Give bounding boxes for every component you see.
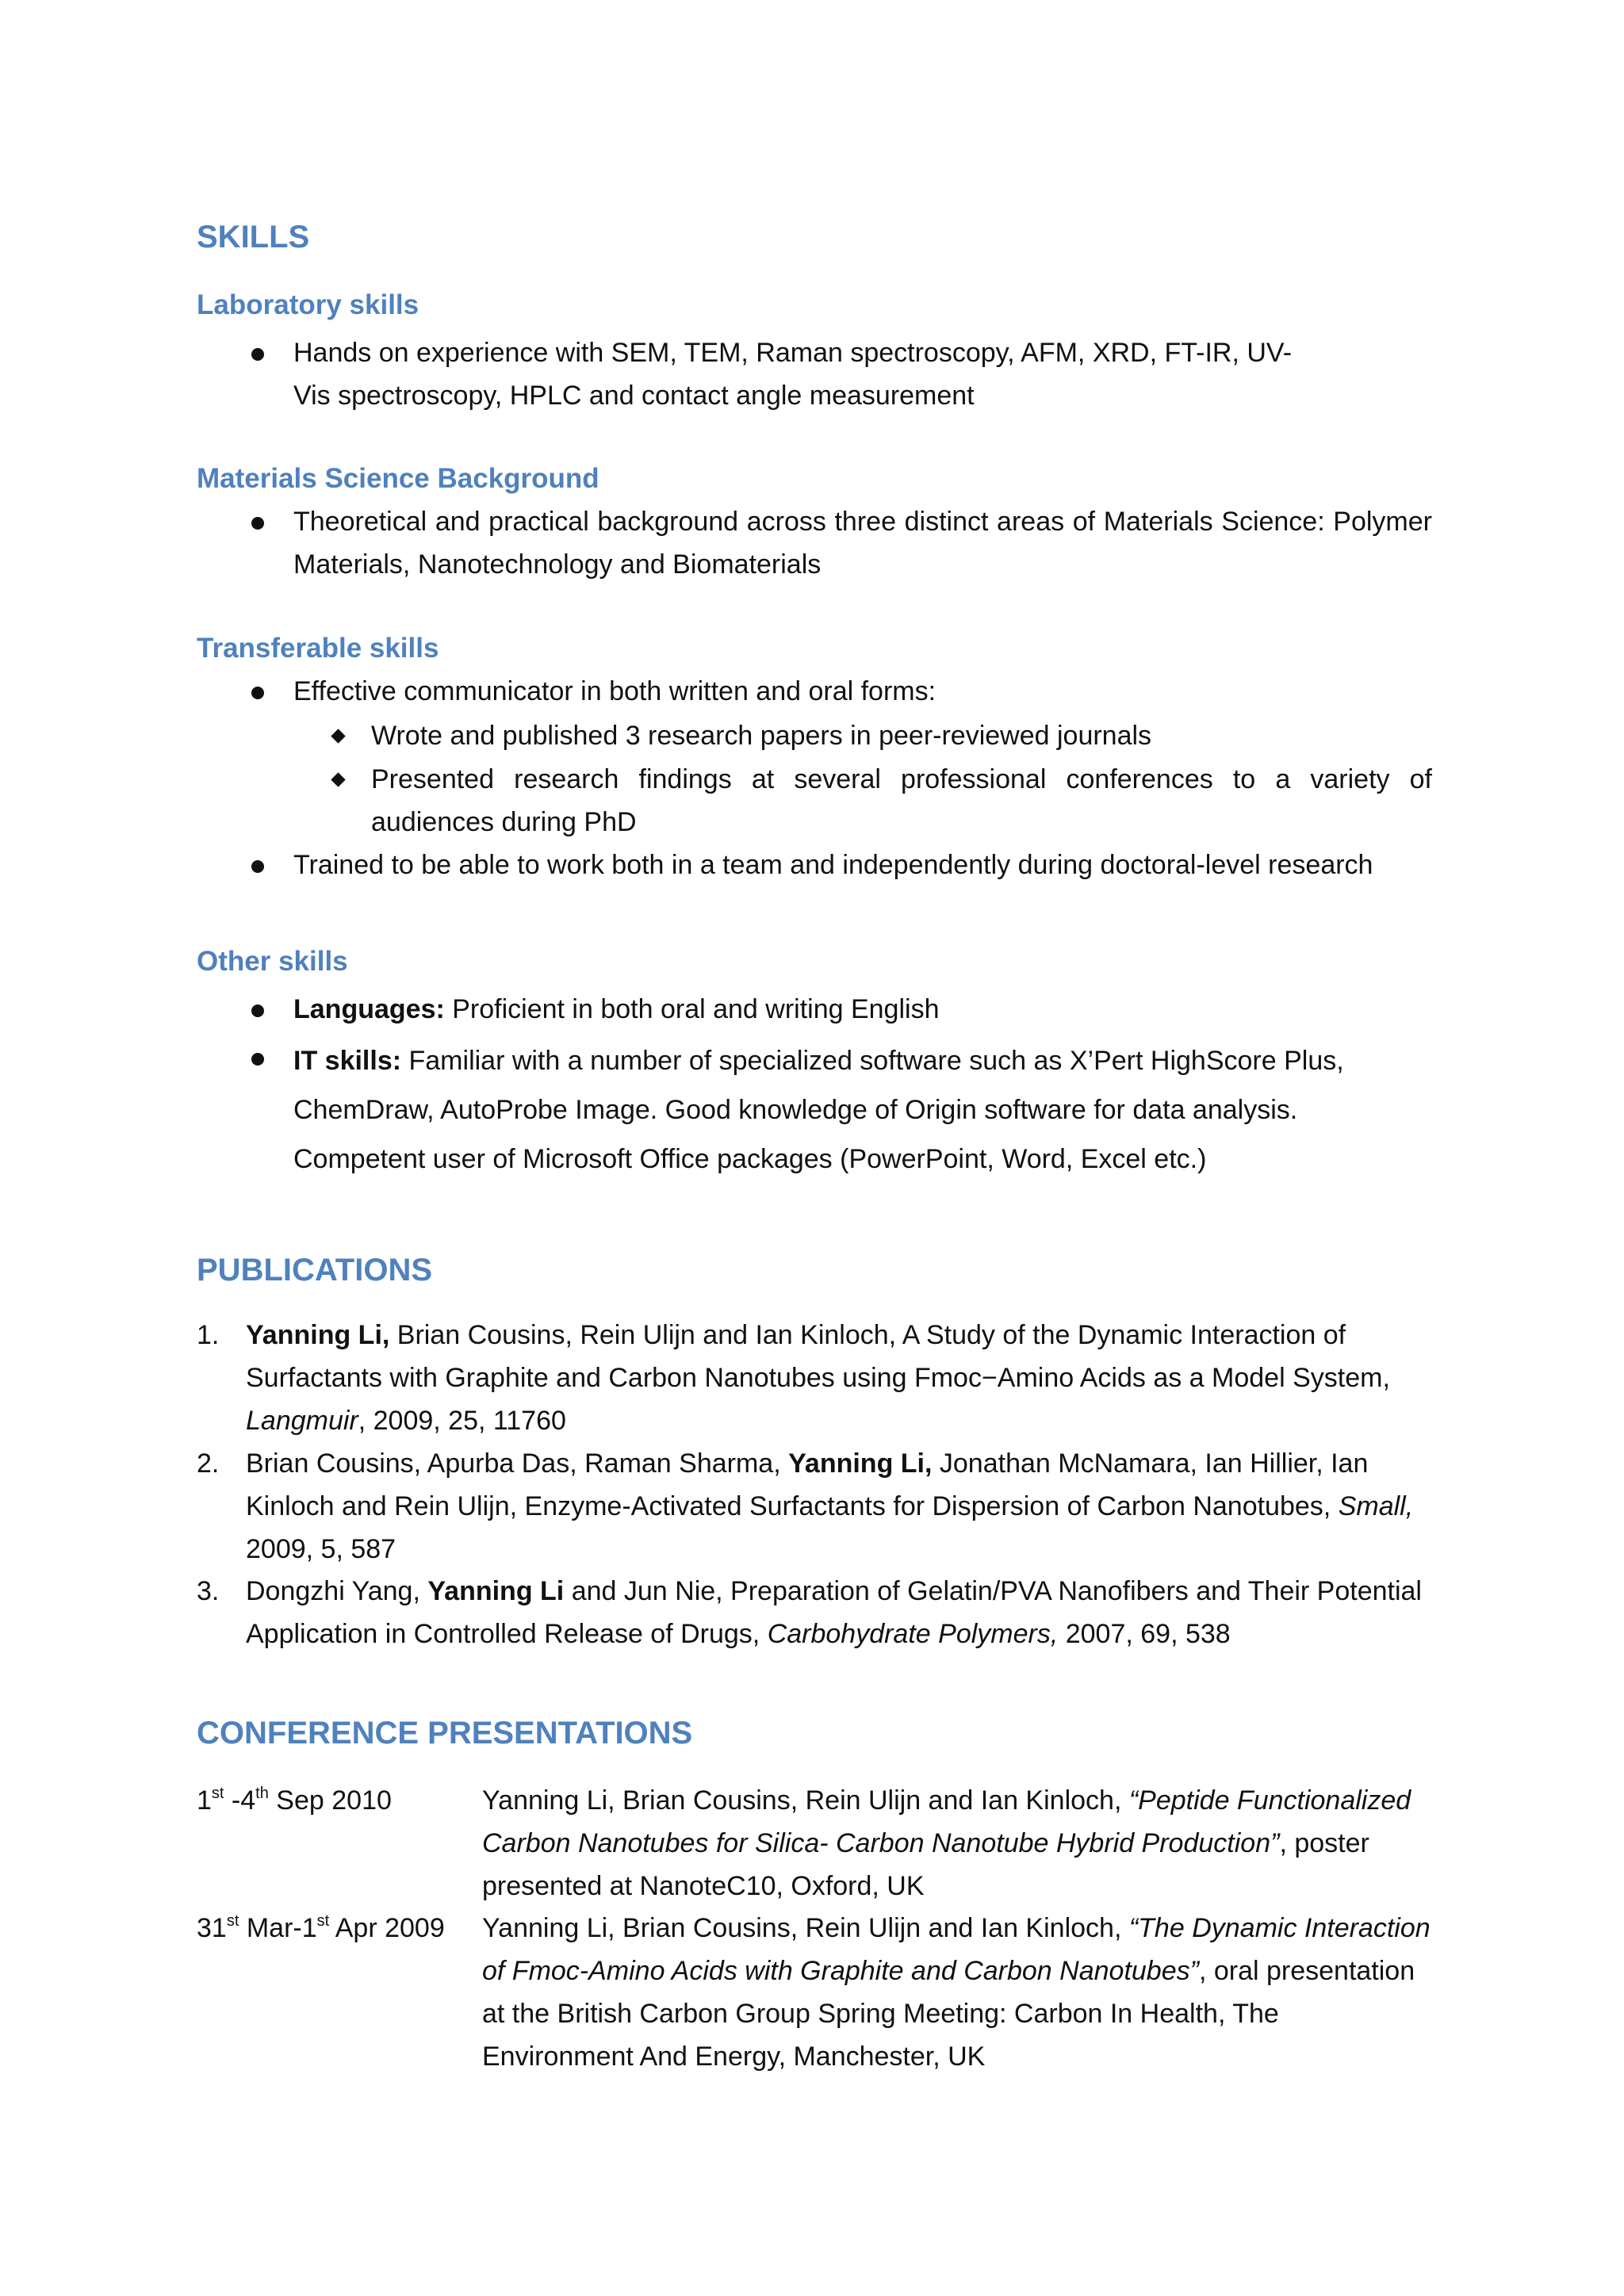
publication-details: and Jun Nie, Preparation of Gelatin/PVA Nanofibers and Their Potential Application in Controlled Release of Drugs, [246,1576,1422,1649]
publication-item [246,1570,1432,1655]
it-skills-line-2: ChemDraw, AutoProbe Image. Good knowledge of Origin software for data analysis. [293,1095,1298,1125]
publication-details: Jonathan McNamara, Ian Hillier, Ian Kinloch and Rein Ulijn, Enzyme-Activated Surfactants for Dispersion of Carbon Nanotubes, [246,1448,1369,1521]
it-skills-label: IT skills: [293,1046,402,1076]
materials-background-heading: Materials Science Background [197,463,599,494]
other-skills-it [293,1036,1451,1184]
bullet-icon [251,860,264,873]
date-suffix: st [226,1911,239,1930]
diamond-bullet-icon [331,772,345,786]
publication-number: 3. [197,1576,220,1606]
languages-text: Proficient in both oral and writing English [444,994,940,1024]
conference-authors: Yanning Li, Brian Cousins, Rein Ulijn and Ian Kinloch, [482,1785,1129,1816]
transferable-skills-heading: Transferable skills [197,633,439,664]
date-part: Mar-1 [239,1913,317,1943]
publication-highlight-author: Yanning Li, [246,1320,390,1350]
publication-citation: , 2009, 25, 11760 [358,1406,566,1436]
diamond-bullet-icon [331,729,345,743]
bullet-icon [251,1004,264,1017]
conference-presentations-heading: CONFERENCE PRESENTATIONS [197,1716,693,1751]
conference-authors: Yanning Li, Brian Cousins, Rein Ulijn and Ian Kinloch, [482,1913,1129,1943]
materials-background-item: Theoretical and practical background across three distinct areas of Materials Science: Polymer Materials, Nanotechnology and Biomaterials [293,507,1432,580]
conference-title: “Peptide Functionalized Carbon Nanotubes for Silica- Carbon Nanotube Hybrid Production” [482,1785,1411,1858]
publication-number: 2. [197,1448,220,1479]
other-skills-heading: Other skills [197,946,348,977]
bullet-icon [251,687,264,699]
conference-venue: , oral presentation at the British Carbon Group Spring Meeting: Carbon In Health, The Environment And Energy, Manchester, UK [482,1956,1415,2072]
publications-heading: PUBLICATIONS [197,1253,433,1288]
conference-entry [482,1907,1432,2078]
publication-journal: Langmuir [246,1406,358,1436]
transferable-skills-item-teamwork: Trained to be able to work both in a team and independently during doctoral-level research [293,850,1373,880]
bullet-icon [251,517,264,530]
conference-venue: , poster presented at NanoteC10, Oxford, UK [482,1828,1369,1901]
laboratory-skills-item: Hands on experience with SEM, TEM, Raman spectroscopy, AFM, XRD, FT-IR, UV-Vis spectroscopy, HPLC and contact angle measurement [293,338,1293,411]
date-suffix: st [316,1911,330,1930]
transferable-skills-subitem-conferences: Presented research findings at several professional conferences to a variety of audiences during PhD [371,764,1432,837]
publication-details: Brian Cousins, Rein Ulijn and Ian Kinloch, A Study of the Dynamic Interaction of Surfactants with Graphite and Carbon Nanotubes using Fmoc−Amino Acids as a Model System, [246,1320,1390,1393]
conference-entry [482,1779,1432,1908]
publication-citation: 2007, 69, 538 [1058,1619,1231,1649]
other-skills-languages [293,988,1432,1031]
date-part: 1 [197,1785,212,1816]
transferable-skills-subitem-papers: Wrote and published 3 research papers in peer-reviewed journals [371,721,1152,751]
publication-item [246,1314,1432,1442]
date-part: -4 [224,1785,256,1816]
date-part: Sep 2010 [268,1785,392,1816]
it-skills-line-1: Familiar with a number of specialized software such as X’Pert HighScore Plus, [401,1046,1344,1076]
it-skills-line-3: Competent user of Microsoft Office packages (PowerPoint, Word, Excel etc.) [293,1144,1207,1174]
publication-highlight-author: Yanning Li [427,1576,565,1606]
date-part: Apr 2009 [329,1913,445,1943]
languages-label: Languages: [293,994,445,1024]
publication-item [246,1442,1432,1571]
conference-title: “The Dynamic Interaction of Fmoc-Amino Acids with Graphite and Carbon Nanotubes” [482,1913,1431,1986]
date-part: 31 [197,1913,227,1943]
skills-heading: SKILLS [197,220,310,254]
publication-number: 1. [197,1320,220,1350]
publication-authors-before: Brian Cousins, Apurba Das, Raman Sharma, [246,1448,789,1479]
date-suffix: th [255,1784,269,1802]
publication-journal: Small, [1338,1491,1414,1521]
bullet-icon [251,1053,264,1066]
publication-highlight-author: Yanning Li, [788,1448,933,1479]
publication-citation: 2009, 5, 587 [246,1534,396,1564]
transferable-skills-item-communicator: Effective communicator in both written and oral forms: [293,676,936,706]
date-suffix: st [211,1784,224,1802]
conference-date [197,1907,445,1950]
laboratory-skills-heading: Laboratory skills [197,289,419,320]
publication-authors-before: Dongzhi Yang, [246,1576,428,1606]
bullet-icon [251,348,264,361]
publication-journal: Carbohydrate Polymers, [767,1619,1059,1649]
conference-date [197,1779,392,1822]
